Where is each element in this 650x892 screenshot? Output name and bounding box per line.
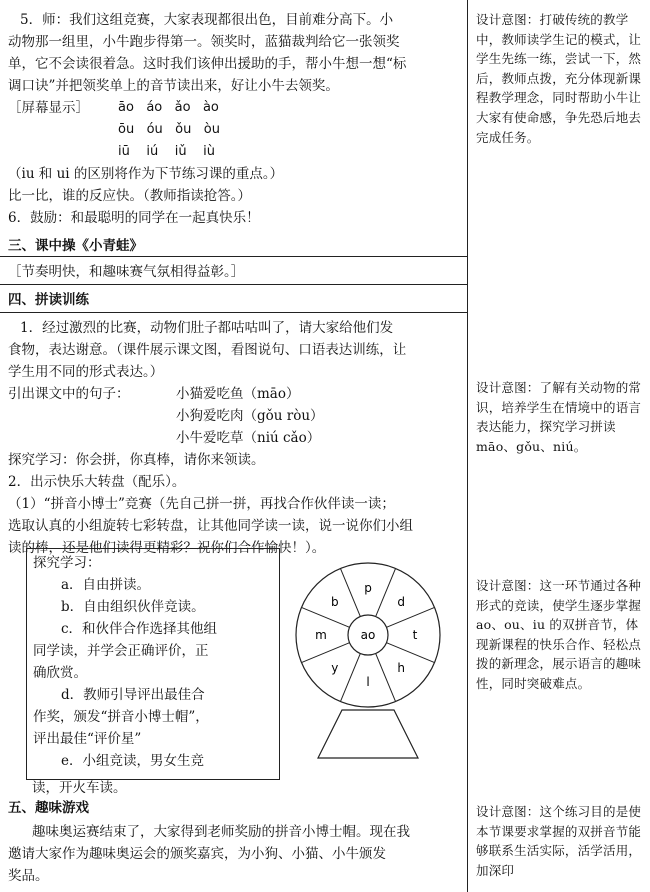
sec4-intro: 引出课文中的句子： <box>8 386 130 402</box>
wheel-spoke <box>376 653 396 701</box>
sec5-line3: 单，它不会读很着急。这时我们该伸出援助的手，帮小牛想一想“标 <box>8 56 407 72</box>
box-item-b: b．自由组织伙伴竞读。 <box>61 599 205 615</box>
sec3-text: ［节奏明快，和趣味赛气氛相得益彰。］ <box>8 264 245 280</box>
sec5-line1: 5．师：我们这组竞赛，大家表现都很出色，目前难分高下。小 <box>20 12 394 28</box>
side-column <box>468 0 650 892</box>
pinyin-row-2: ōu óu ǒu òu <box>118 122 220 137</box>
sentence-1: 小猫爱吃鱼（māo） <box>176 386 300 402</box>
sec5b-line2: 邀请大家作为趣味奥运会的颁奖嘉宾，为小狗、小猫、小牛颁发 <box>8 846 386 862</box>
box-item-c-1: c．和伙伴合作选择其他组 <box>61 621 218 637</box>
wheel-letter: y <box>331 661 339 676</box>
pinyin-row-3: iū iú iǔ iù <box>118 144 215 159</box>
sec5-compare: 比一比，谁的反应快。（教师指读抢答。） <box>8 188 251 204</box>
sec5-note: （iu 和 ui 的区别将作为下节练习课的重点。） <box>8 166 284 182</box>
design-note-3: 设计意图：这一环节通过各种形式的竞读，使学生逐步掌握 ao、ou、iu 的双拼音节，体现新课程的快乐合作、轻松点拨的新理念，展示语言的趣味性，同时突破难点。 <box>476 578 642 691</box>
sec4-wheel-intro: 2．出示快乐大转盘（配乐）。 <box>8 474 186 490</box>
divider <box>0 256 467 257</box>
sec5b-heading: 五、趣味游戏 <box>8 800 89 816</box>
design-note-4: 设计意图：这个练习目的是使本节课要求掌握的双拼音节能够联系生活实际，活学活用，加深印 <box>476 804 642 878</box>
divider <box>0 284 467 285</box>
sec5b-line3: 奖品。 <box>8 868 49 884</box>
sec4-contest-1: （1）“拼音小博士”竞赛（先自己拼一拼，再找合作伙伴读一读； <box>8 496 395 512</box>
wheel-letter: b <box>330 594 339 609</box>
wheel-spoke <box>301 607 349 627</box>
wheel-letter: m <box>315 628 327 642</box>
wheel-letter: h <box>397 661 406 676</box>
box-item-c-3: 确欣赏。 <box>33 665 87 681</box>
pinyin-row-1: āo áo ǎo ào <box>118 100 219 115</box>
spinning-wheel-diagram <box>290 560 460 760</box>
design-note-2: 设计意图：了解有关动物的常识，培养学生在情境中的语言表达能力，探究学习拼读 māo、gǒu、niú。 <box>476 380 642 454</box>
box-item-a: a．自由拼读。 <box>61 577 151 593</box>
box-item-d-2: 作奖，颁发“拼音小博士帽”， <box>33 709 209 725</box>
box-item-d-3: 评出最佳“评价星” <box>33 731 142 747</box>
wheel-spoke <box>376 568 396 616</box>
wheel-spoke <box>340 653 360 701</box>
box-title: 探究学习： <box>33 555 101 571</box>
wheel-spoke <box>386 607 434 627</box>
box-item-c-2: 同学读，并学会正确评价，正 <box>33 643 209 659</box>
divider <box>0 312 467 313</box>
box-item-d-1: d．教师引导评出最佳合 <box>61 687 205 703</box>
sec4-line3: 学生用不同的形式表达。） <box>8 364 164 380</box>
wheel-center-label: ao <box>360 628 376 642</box>
wheel-stand <box>318 710 418 758</box>
design-note-1: 设计意图：打破传统的教学中，教师读学生记的模式，让学生先练一练，尝试一下，然后，教师点拨，充分体现新课程教学理念，同时帮助小牛让大家有使命感，争先恐后地去完成任务。 <box>476 12 642 145</box>
wheel-letter: t <box>412 628 418 642</box>
wheel-spoke <box>301 643 349 663</box>
wheel-letter: p <box>364 581 372 595</box>
sec5-line2: 动物那一组里，小牛跑步得第一。领奖时，蓝猫裁判给它一张领奖 <box>8 34 400 50</box>
box-item-e-1: e．小组竞读，男女生竞 <box>61 753 204 769</box>
wheel-letter: d <box>397 594 406 609</box>
sec4-line2: 食物，表达谢意。（课件展示课文图，看图说句、口语表达训练，让 <box>8 342 407 358</box>
inquiry-box <box>26 548 280 780</box>
sec4-explore: 探究学习：你会拼，你真棒，请你来领读。 <box>8 452 265 468</box>
sec4-line1: 1．经过激烈的比赛，动物们肚子都咕咕叫了，请大家给他们发 <box>20 320 394 336</box>
sentence-2: 小狗爱吃肉（gǒu ròu） <box>176 408 324 424</box>
sec4-contest-3: 读的棒，还是他们读得更精彩？祝你们合作愉快！）。 <box>8 540 326 556</box>
sentence-3: 小牛爱吃草（niú cǎo） <box>176 430 321 446</box>
sec4-contest-2: 选取认真的小组旋转七彩转盘，让其他同学读一读，说一说你们小组 <box>8 518 413 534</box>
sec5-encourage: 6．鼓励：和最聪明的同学在一起真快乐！ <box>8 210 260 226</box>
wheel-spoke <box>386 643 434 663</box>
wheel-letter: l <box>366 675 370 689</box>
screen-display-label: ［屏幕显示］ <box>8 100 89 116</box>
sec3-heading: 三、课中操《小青蛙》 <box>8 238 143 254</box>
wheel-spoke <box>340 568 360 616</box>
sec5b-line1: 趣味奥运赛结束了，大家得到老师奖励的拼音小博士帽。现在我 <box>32 824 410 840</box>
sec4-heading: 四、拼读训练 <box>8 292 89 308</box>
sec5-line4: 调口诀”并把领奖单上的音节读出来，好让小牛去领奖。 <box>8 78 339 94</box>
box-item-e-2: 读，开火车读。 <box>32 780 127 796</box>
